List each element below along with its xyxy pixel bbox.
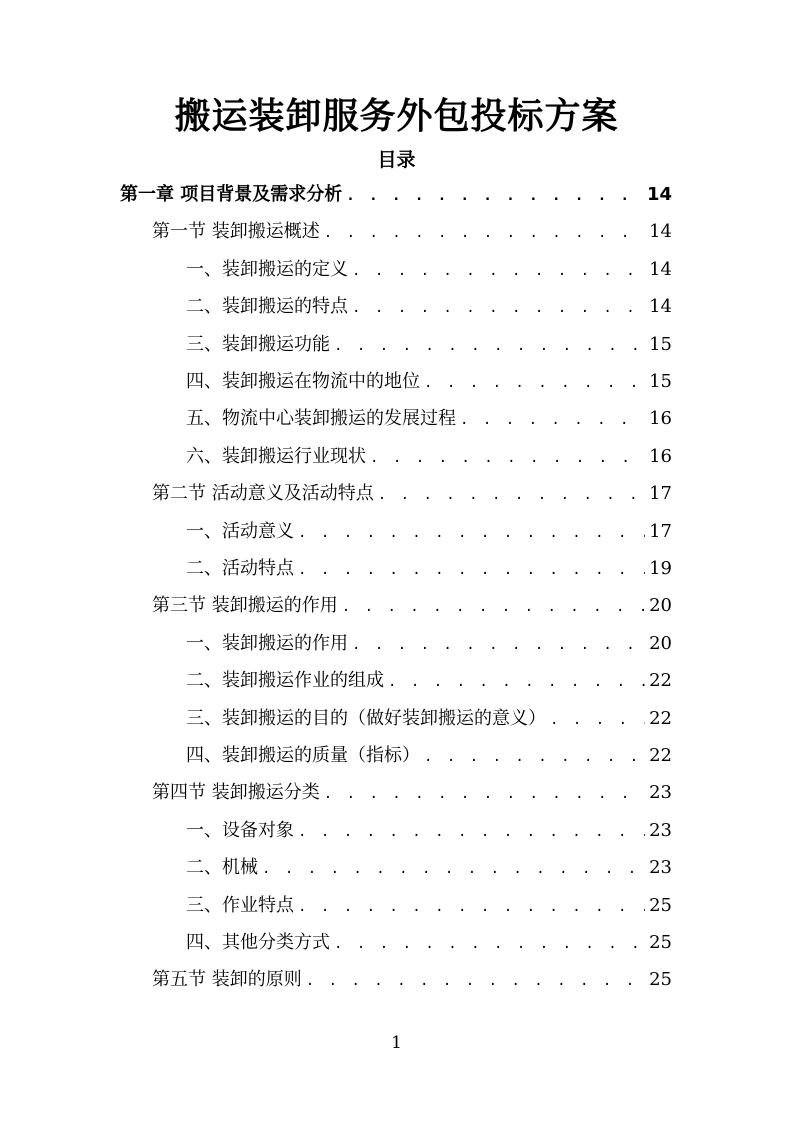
toc-entry-label: 一、装卸搬运的作用: [186, 632, 348, 654]
toc-entry[interactable]: [186, 704, 672, 734]
toc-leader-dots: [370, 443, 645, 473]
toc-leader-dots: [352, 293, 645, 323]
toc-entry-page: 25: [649, 932, 672, 953]
page-number: 1: [391, 1033, 402, 1053]
toc-entry-label: 四、其他分类方式: [186, 932, 330, 953]
toc-entry-page: 17: [649, 483, 672, 505]
toc-entry-label: 二、装卸搬运作业的组成: [186, 670, 384, 692]
toc-leader-dots: [424, 368, 645, 398]
toc-leader-dots: [424, 742, 645, 772]
toc-leader-dots: [460, 405, 645, 435]
toc-entry[interactable]: [186, 292, 672, 322]
toc-entry-page: 19: [649, 558, 672, 579]
toc-entry[interactable]: [152, 217, 672, 247]
toc-entry-label: 三、装卸搬运功能: [186, 333, 330, 355]
toc-entry-page: 16: [649, 408, 672, 430]
toc-entry-label: 四、装卸搬运的质量（指标）: [186, 745, 420, 766]
toc-entry-label: 一、活动意义: [186, 520, 294, 542]
toc-entry-label: 三、作业特点: [186, 894, 294, 916]
toc-leader-dots: [262, 854, 645, 884]
toc-leader-dots: [388, 667, 645, 697]
toc-entry[interactable]: [152, 965, 672, 995]
toc-entry[interactable]: [152, 479, 672, 509]
toc-entry-label: 第三节 装卸搬运的作用: [152, 595, 338, 617]
toc-leader-dots: [334, 331, 645, 361]
toc-entry[interactable]: [152, 778, 672, 808]
toc-entry-label: 四、装卸搬运在物流中的地位: [186, 371, 420, 392]
toc-entry-label: 二、活动特点: [186, 558, 294, 579]
toc-entry-page: 22: [649, 707, 672, 729]
toc-entry-page: 23: [649, 857, 672, 879]
toc-entry-page: 22: [649, 670, 672, 692]
toc-entry-page: 16: [649, 445, 672, 467]
toc-entry-label: 二、装卸搬运的特点: [186, 296, 348, 318]
toc-leader-dots: [298, 817, 645, 847]
toc-heading: 目录: [377, 149, 416, 171]
toc-entry-page: 14: [649, 296, 672, 318]
toc-entry-label: 第一节 装卸搬运概述: [152, 221, 320, 243]
toc-entry[interactable]: [186, 853, 672, 883]
toc-entry-page: 23: [649, 782, 672, 804]
toc-entry[interactable]: [186, 517, 672, 547]
toc-entry-page: 14: [649, 221, 672, 243]
toc-leader-dots: [346, 181, 643, 211]
toc-entry-page: 25: [649, 969, 672, 991]
toc-entry[interactable]: [152, 591, 672, 621]
toc-entry[interactable]: [186, 554, 672, 584]
toc-entry-page: 20: [649, 632, 672, 654]
toc-leader-dots: [298, 892, 645, 922]
toc-entry-label: 一、装卸搬运的定义: [186, 258, 348, 280]
toc-entry-page: 15: [649, 371, 672, 392]
toc-entry-page: 14: [649, 258, 672, 280]
document-title: 搬运装卸服务外包投标方案: [174, 96, 619, 137]
toc-entry-label: 第四节 装卸搬运分类: [152, 782, 320, 804]
toc-leader-dots: [298, 555, 645, 585]
toc-leader-dots: [298, 518, 645, 548]
toc-entry-label: 第二节 活动意义及活动特点: [152, 483, 374, 505]
toc-entry-label: 二、机械: [186, 857, 258, 879]
toc-leader-dots: [550, 705, 645, 735]
toc-entry-page: 20: [649, 595, 672, 617]
toc-entry[interactable]: [186, 928, 672, 958]
toc-entry-page: 23: [649, 819, 672, 841]
toc-entry[interactable]: [186, 442, 672, 472]
toc-leader-dots: [352, 630, 645, 660]
toc-leader-dots: [306, 966, 645, 996]
toc-entry[interactable]: [186, 816, 672, 846]
toc-entry-page: 14: [646, 184, 672, 205]
toc-entry-label: 第五节 装卸的原则: [152, 969, 302, 991]
toc-entry-label: 三、装卸搬运的目的（做好装卸搬运的意义）: [186, 707, 546, 729]
toc-entry-page: 22: [649, 745, 672, 766]
toc-leader-dots: [352, 256, 645, 286]
toc-leader-dots: [378, 480, 645, 510]
toc-entry[interactable]: [120, 180, 672, 210]
toc-leader-dots: [334, 929, 645, 959]
toc-entry-label: 五、物流中心装卸搬运的发展过程: [186, 408, 456, 430]
toc-entry-label: 第一章 项目背景及需求分析: [120, 184, 343, 205]
toc-entry-label: 六、装卸搬运行业现状: [186, 445, 366, 467]
toc-entry-label: 一、设备对象: [186, 819, 294, 841]
toc-leader-dots: [324, 218, 645, 248]
toc-entry[interactable]: [186, 741, 672, 771]
toc-entry[interactable]: [186, 404, 672, 434]
toc-entry[interactable]: [186, 666, 672, 696]
toc-leader-dots: [342, 592, 645, 622]
toc-entry[interactable]: [186, 255, 672, 285]
toc-entry-page: 25: [649, 894, 672, 916]
toc-entry[interactable]: [186, 367, 672, 397]
toc-entry[interactable]: [186, 891, 672, 921]
toc-entry[interactable]: [186, 629, 672, 659]
toc-entry-page: 15: [649, 333, 672, 355]
toc-entry[interactable]: [186, 330, 672, 360]
toc-entry-page: 17: [649, 520, 672, 542]
toc-leader-dots: [324, 779, 645, 809]
